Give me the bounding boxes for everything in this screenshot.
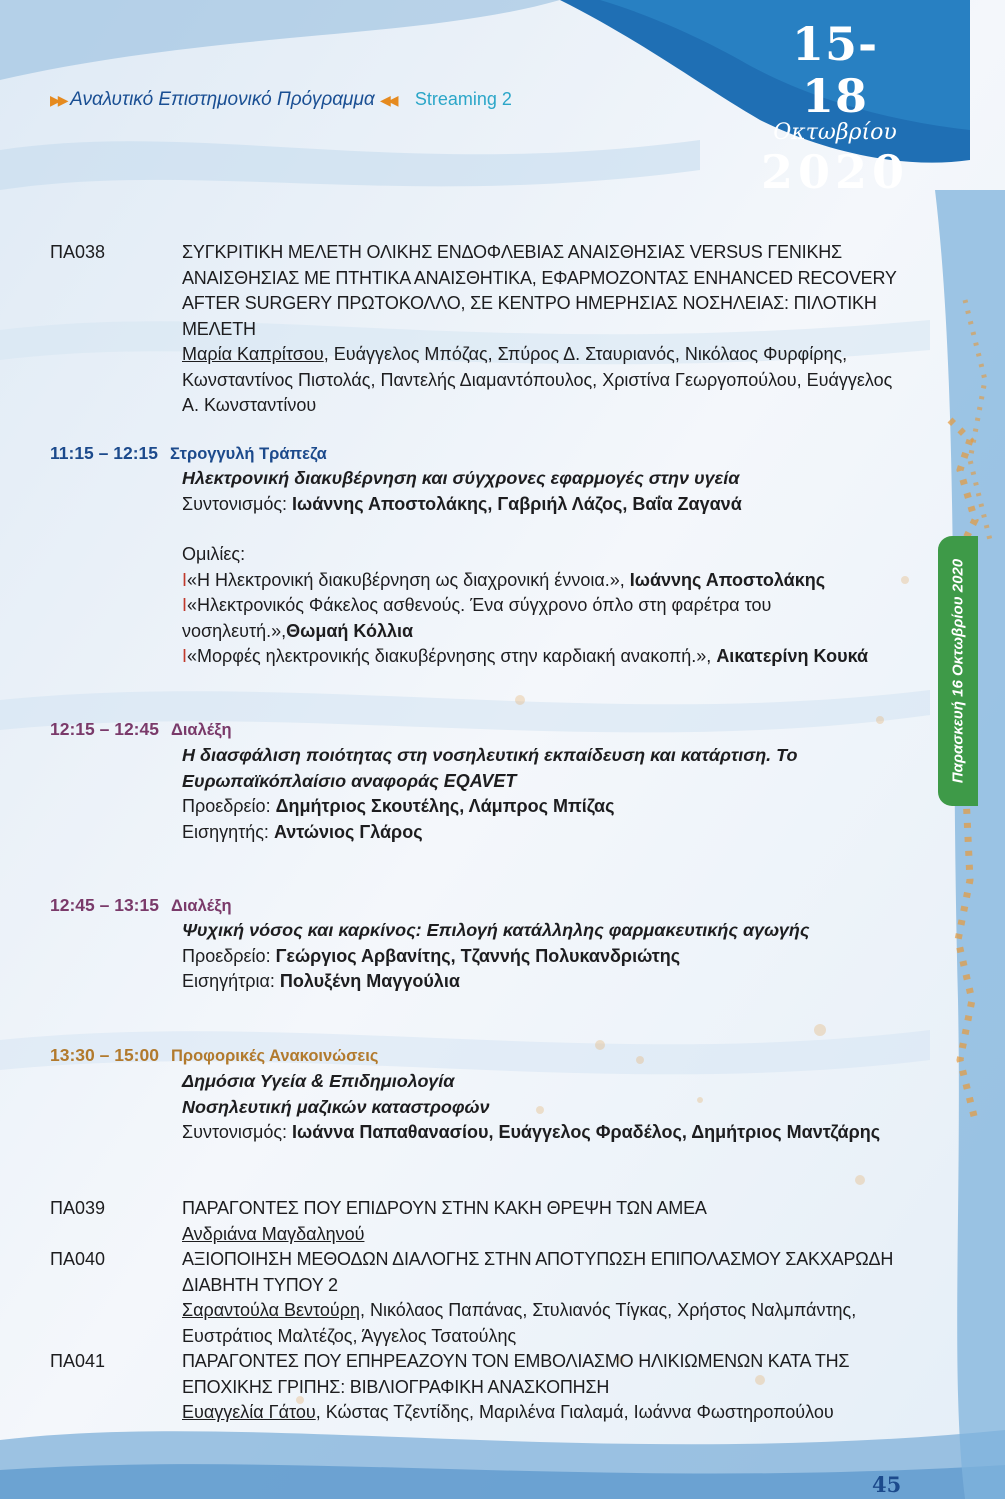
coord-names: Ιωάννα Παπαθανασίου, Ευάγγελος Φραδέλος, Δημήτριος Μαντζάρης: [292, 1122, 881, 1142]
abstract-title: ΑΞΙΟΠΟΙΗΣΗ ΜΕΘΟΔΩΝ ΔΙΑΛΟΓΗΣ ΣΤΗΝ ΑΠΟΤΥΠΩΣΗ ΕΠΙΠΟΛΑΣΜΟΥ ΣΑΚΧΑΡΩΔΗ ΔΙΑΒΗΤΗ ΤΥΠΟΥ 2: [182, 1249, 894, 1295]
talk-speaker: Θωμαή Κόλλια: [286, 620, 414, 641]
first-author: Σαραντούλα Βεντούρη: [182, 1300, 361, 1320]
session-3: [182, 918, 912, 995]
co-authors: , Νικόλαος Παπάνας, Στυλιανός Τίγκας, Χρήστος Ναλμπάντης, Ευστράτιος Μαλτέζος, Άγγελος Τσατούλης: [182, 1300, 857, 1346]
chair-label: Προεδρείο:: [182, 796, 276, 816]
first-author: Μαρία Καπρίτσου: [182, 344, 324, 364]
day-side-tab: [938, 536, 978, 806]
bullet-bar-icon: I: [182, 595, 188, 615]
double-arrow-right-icon: ▶▶: [50, 92, 66, 108]
session-time-3: [50, 895, 232, 916]
session-chairs: [182, 794, 912, 820]
abstract-code: ΠΑ040: [50, 1249, 106, 1269]
bullet-bar-icon: I: [182, 569, 188, 590]
session-time-4: [50, 1045, 378, 1066]
abstract-title: ΠΑΡΑΓΟΝΤΕΣ ΠΟΥ ΕΠΙΔΡΟΥΝ ΣΤΗΝ ΚΑΚΗ ΘΡΕΨΗ ΤΩΝ ΑΜΕΑ: [182, 1198, 707, 1218]
talks-label: Ομιλίες:: [182, 544, 246, 564]
coord-names: Ιωάννης Αποστολάκης, Γαβριήλ Λάζος, Βαΐα Ζαγανά: [292, 493, 742, 514]
abstract-authors: [182, 342, 902, 419]
speaker-label: Εισηγητής:: [182, 821, 274, 842]
session-type: Διαλέξη: [170, 897, 232, 915]
session-time-1: [50, 443, 327, 464]
chair-names: Γεώργιος Αρβανίτης, Τζαννής Πολυκανδριώτης: [275, 945, 681, 966]
talk-1: [182, 568, 912, 594]
first-author: Ευαγγελία Γάτου: [182, 1402, 316, 1422]
co-authors: , Κώστας Τζεντίδης, Μαριλένα Γιαλαμά, Ιωάννα Φωστηροπούλου: [315, 1402, 834, 1422]
abstract-title: ΣΥΓΚΡΙΤΙΚΗ ΜΕΛΕΤΗ ΟΛΙΚΗΣ ΕΝΔΟΦΛΕΒΙΑΣ ΑΝΑΙΣΘΗΣΙΑΣ VERSUS ΓΕΝΙΚΗΣ ΑΝΑΙΣΘΗΣΙΑΣ ΜΕ ΠΤΗΤΙΚΑ ΑΝΑΙΣΘΗΤΙΚΑ, ΕΦΑΡΜΟΖΟΝΤΑΣ ENHANCED RECOVERY AFTER SURGERY ΠΡΩΤΟΚΟΛΛΟ, ΣΕ ΚΕΝΤΡΟ ΗΜΕΡΗΣΙΑΣ ΝΟΣΗΛΕΙΑΣ: ΠΙΛΟΤΙΚΗ ΜΕΛΕΤΗ: [182, 242, 897, 339]
session-coordinators: [182, 1120, 912, 1146]
abstract-authors: [182, 1222, 902, 1248]
program-title: Αναλυτικό Επιστημονικό Πρόγραμμα: [70, 89, 375, 110]
session-time: 12:15 – 12:45: [50, 719, 159, 739]
date-year: 2020: [760, 145, 910, 199]
chair-names: Δημήτριος Σκουτέλης, Λάμπρος Μπίζας: [275, 796, 615, 816]
coord-label: Συντονισμός:: [182, 493, 293, 514]
date-days: 15-18: [791, 17, 879, 123]
double-arrow-left-icon: ◀◀: [380, 92, 396, 108]
talk-speaker: Αικατερίνη Κουκά: [716, 646, 869, 666]
session-time-2: [50, 719, 232, 740]
bullet-bar-icon: I: [182, 646, 188, 666]
session-type: Διαλέξη: [170, 721, 232, 739]
session-title: Η διασφάλιση ποιότητας στη νοσηλευτική εκπαίδευση και κατάρτιση. Το Ευρωπαϊκόπλαίσιο αναφοράς EQAVET: [182, 745, 798, 791]
date-badge: [760, 18, 910, 200]
session-type: Προφορικές Ανακοινώσεις: [170, 1047, 379, 1065]
session-speaker: [182, 969, 912, 995]
session-chairs: [182, 944, 912, 970]
session-2: [182, 743, 912, 845]
session-4: [182, 1069, 912, 1146]
program-header: [50, 89, 512, 111]
abstract-code: ΠΑ038: [50, 242, 106, 262]
abstract-title: ΠΑΡΑΓΟΝΤΕΣ ΠΟΥ ΕΠΗΡΕΑΖΟΥΝ ΤΟΝ ΕΜΒΟΛΙΑΣΜΟ ΗΛΙΚΙΩΜΕΝΩΝ ΚΑΤΑ ΤΗΣ ΕΠΟΧΙΚΗΣ ΓΡΙΠΗΣ: ΒΙΒΛΙΟΓΡΑΦΙΚΗ ΑΝΑΣΚΟΠΗΣΗ: [182, 1351, 850, 1397]
stream-label: Streaming 2: [414, 89, 512, 109]
session-type: Στρογγυλή Τράπεζα: [170, 445, 327, 463]
date-month: Οκτωβρίου: [773, 120, 897, 145]
abstract-authors: [182, 1400, 902, 1426]
session-1: [182, 466, 912, 670]
coord-label: Συντονισμός:: [182, 1122, 293, 1142]
speaker-name: Πολυξένη Μαγγούλια: [279, 971, 460, 991]
talk-2: [182, 593, 912, 644]
session-title-1: Δημόσια Υγεία & Επιδημιολογία: [182, 1071, 455, 1091]
talk-speaker: Ιωάννης Αποστολάκης: [629, 569, 826, 590]
talk-3: [182, 644, 912, 670]
speaker-name: Αντώνιος Γλάρος: [273, 821, 423, 842]
abstract-code: ΠΑ041: [50, 1351, 106, 1371]
co-authors: , Ευάγγελος Μπόζας, Σπύρος Δ. Σταυριανός, Νικόλαος Φυρφίρης, Κωνσταντίνος Πιστολάς, Παντελής Διαμαντόπουλος, Χριστίνα Γεωργοπούλου, Ευάγγελος Α. Κωνσταντίνου: [182, 344, 893, 415]
page-number: 45: [872, 1472, 902, 1497]
session-time: 13:30 – 15:00: [50, 1045, 159, 1065]
abstract-authors: [182, 1298, 902, 1349]
session-title-2: Νοσηλευτική μαζικών καταστροφών: [182, 1096, 490, 1117]
session-title: Ψυχική νόσος και καρκίνος: Επιλογή κατάλληλης φαρμακευτικής αγωγής: [182, 920, 810, 940]
talk-title: «Ηλεκτρονικός Φάκελος ασθενούς. Ένα σύγχρονο όπλο στη φαρέτρα του νοσηλευτή.»,: [182, 595, 772, 641]
session-speaker: [182, 820, 912, 846]
talk-title: «Μορφές ηλεκτρονικής διακυβέρνησης στην καρδιακή ανακοπή.»,: [187, 646, 717, 666]
chair-label: Προεδρείο:: [182, 945, 276, 966]
session-time: 11:15 – 12:15: [50, 443, 159, 463]
talk-title: «Η Ηλεκτρονική διακυβέρνηση ως διαχρονική έννοια.»,: [187, 569, 630, 590]
speaker-label: Εισηγήτρια:: [182, 971, 280, 991]
session-time: 12:45 – 13:15: [50, 895, 159, 915]
session-coordinators: [182, 492, 912, 518]
session-title: Ηλεκτρονική διακυβέρνηση και σύγχρονες εφαρμογές στην υγεία: [182, 468, 740, 488]
day-side-tab-label: Παρασκευή 16 Οκτωβρίου 2020: [949, 558, 967, 784]
first-author: Ανδριάνα Μαγδαληνού: [182, 1223, 365, 1244]
abstract-code: ΠΑ039: [50, 1198, 106, 1218]
